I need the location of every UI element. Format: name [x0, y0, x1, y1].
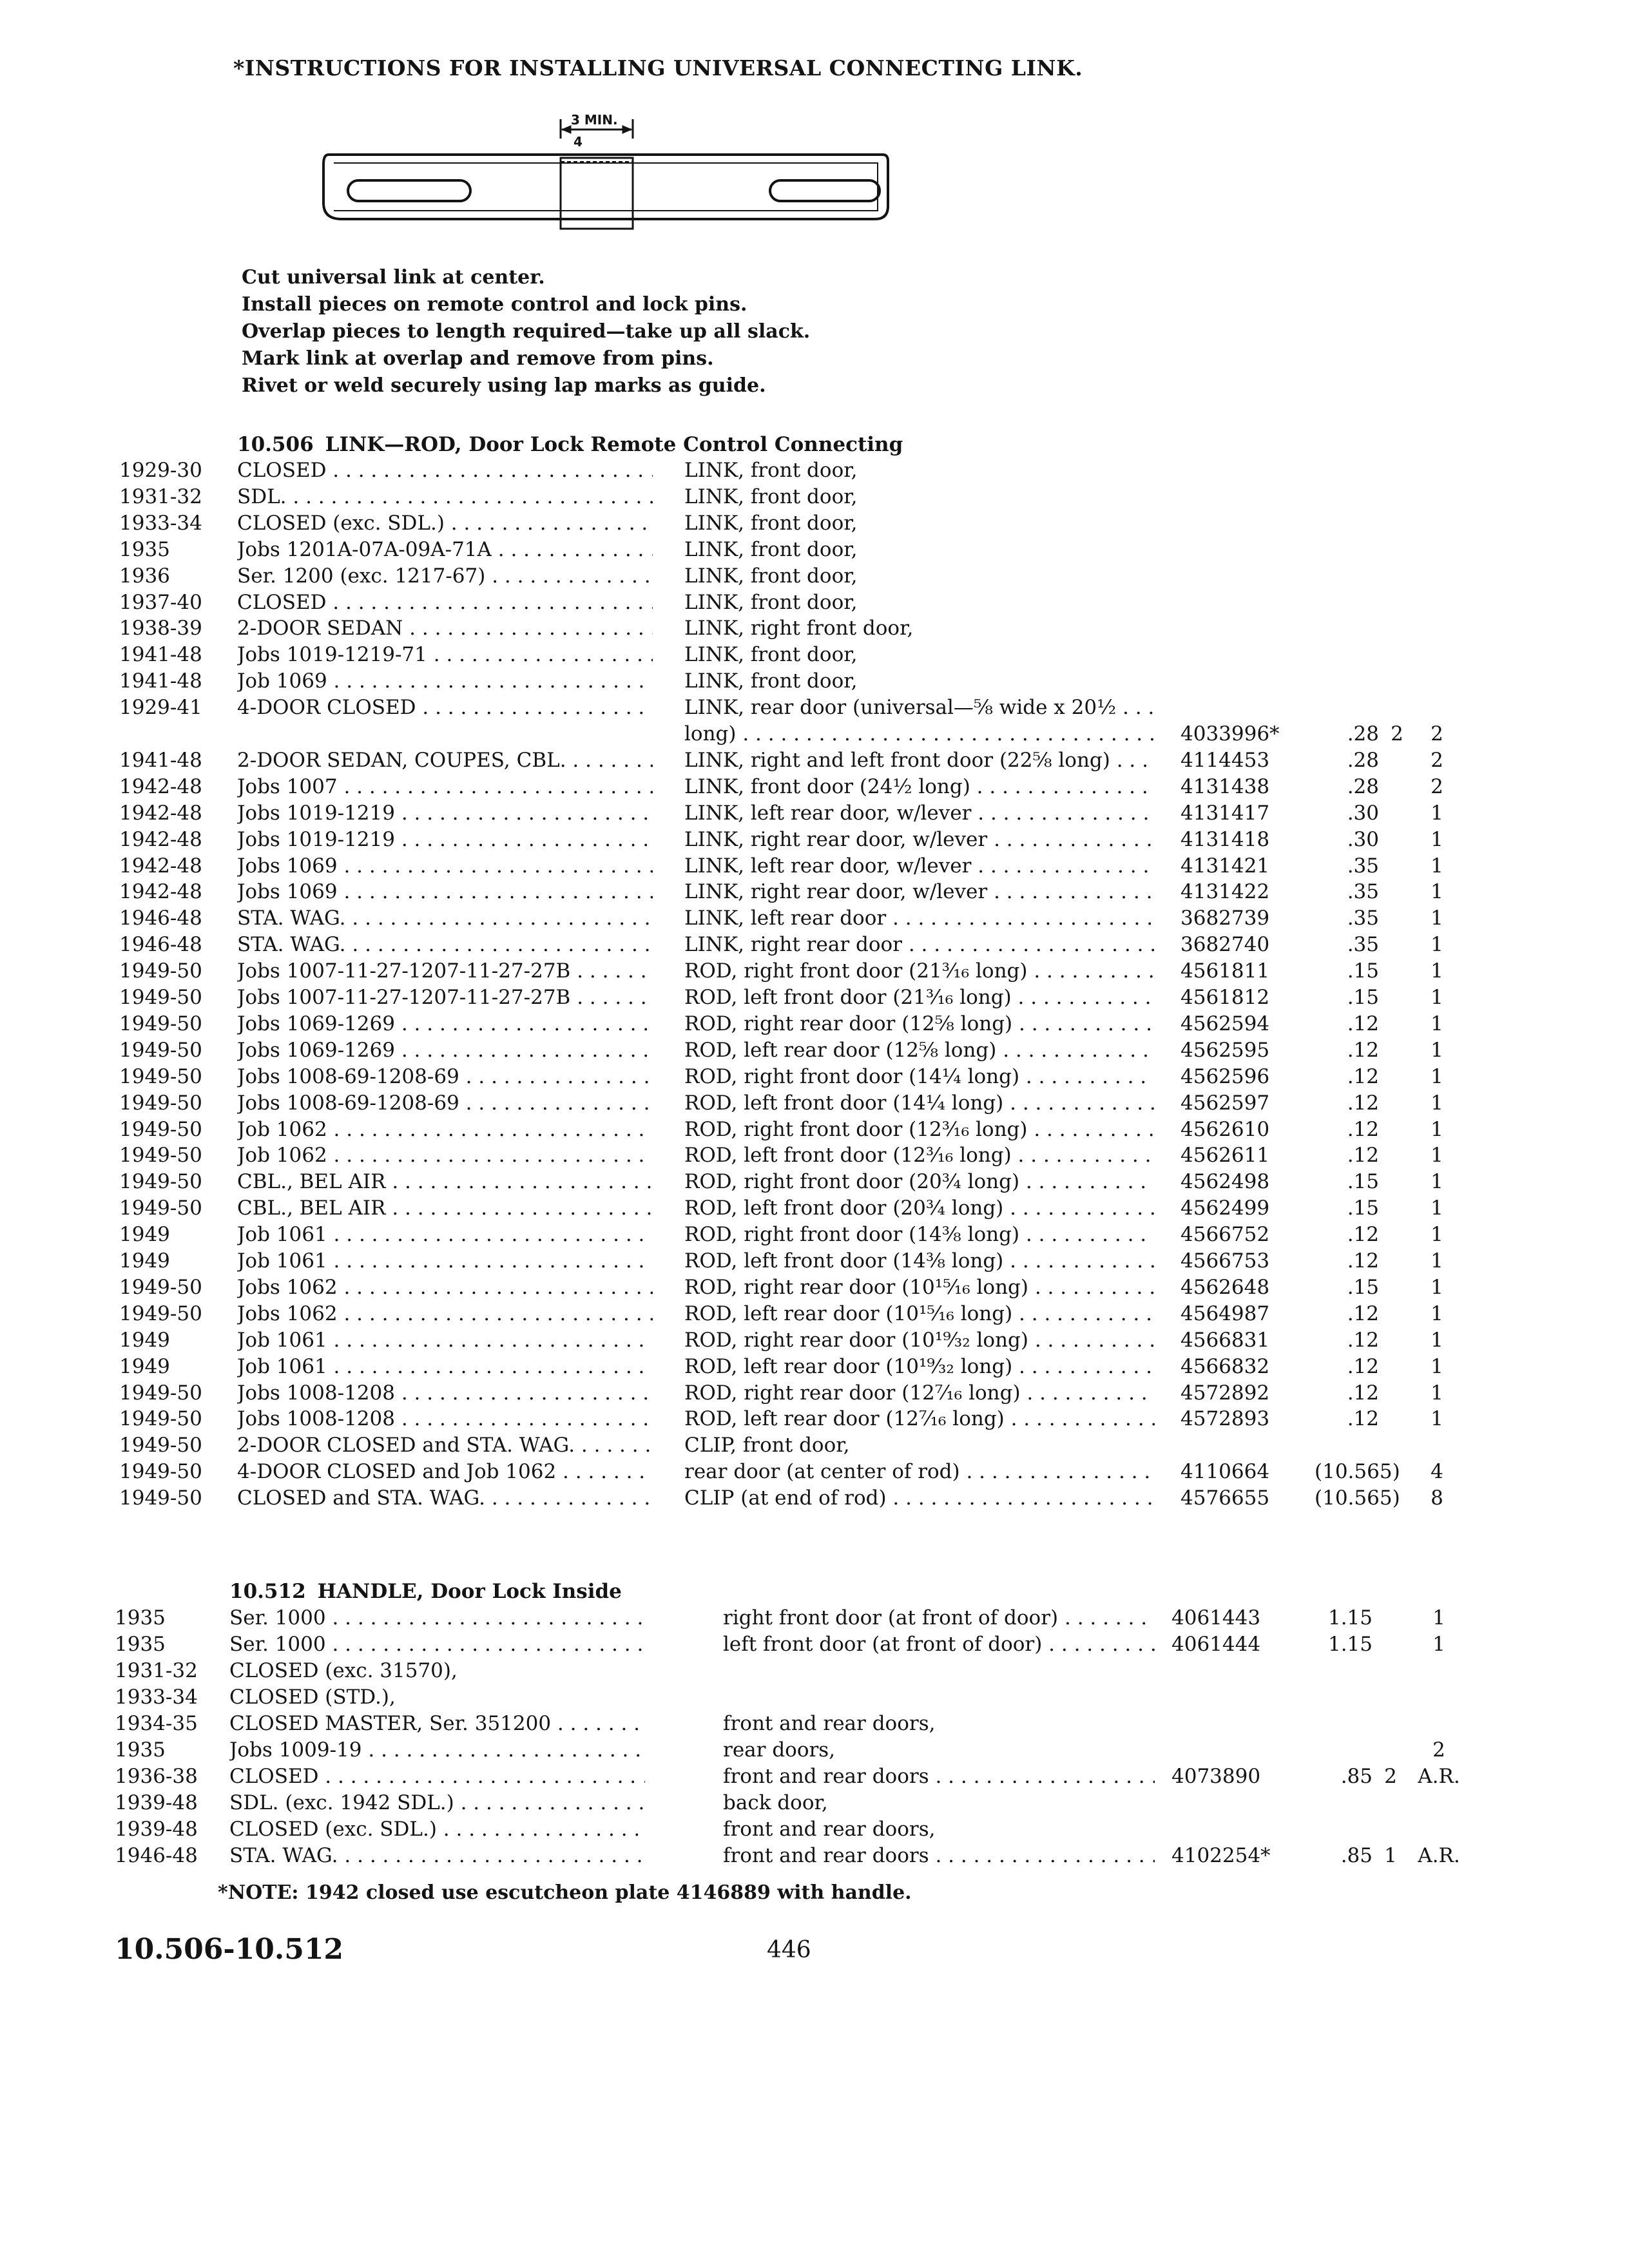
row-description: ROD, right front door (21³⁄₁₆ long) . . . [684, 959, 1155, 983]
row-year: 1949-50 [119, 1407, 202, 1431]
row-description: ROD, right rear door (10¹⁵⁄₁₆ long) . . . [684, 1276, 1155, 1299]
row-qty-b: 1 [1431, 1354, 1443, 1378]
row-model: Ser. 1000 . . . [229, 1606, 645, 1629]
row-price: (10.565) [1315, 1486, 1400, 1510]
row-year: 1949-50 [119, 1012, 202, 1035]
row-part-number: 4061443 [1171, 1606, 1261, 1629]
row-qty-a: 2 [1384, 1765, 1397, 1788]
row-year: 1949 [119, 1249, 170, 1273]
row-description: LINK, front door, [684, 669, 858, 693]
row-qty-b: 1 [1431, 1117, 1443, 1141]
row-price: .28 [1347, 774, 1379, 798]
row-description: ROD, right rear door (10¹⁹⁄₃₂ long) . . . [684, 1329, 1155, 1352]
row-price: 1.15 [1327, 1606, 1373, 1629]
instruction-list [242, 264, 810, 399]
row-model: CLOSED . . . [237, 591, 653, 614]
row-year: 1942-48 [119, 801, 202, 825]
row-year: 1949-50 [119, 1302, 202, 1325]
row-description: back door, [723, 1791, 828, 1814]
row-model: SDL. . . . [237, 485, 653, 508]
row-year: 1941-48 [119, 643, 202, 667]
row-qty-b: 1 [1431, 1381, 1443, 1405]
row-description: LINK, front door, [684, 485, 858, 508]
row-description: ROD, left rear door (12⅝ long) . . . [684, 1039, 1155, 1062]
row-part-number: 4562499 [1181, 1196, 1270, 1220]
row-part-number: 4114453 [1181, 748, 1270, 772]
row-qty-b: 1 [1431, 986, 1443, 1009]
row-qty-b: 4 [1431, 1460, 1443, 1484]
row-price: .15 [1347, 986, 1379, 1009]
row-year: 1949-50 [119, 1460, 202, 1484]
row-year: 1942-48 [119, 854, 202, 878]
row-part-number: 4576655 [1181, 1486, 1270, 1510]
row-price: .12 [1347, 1038, 1379, 1062]
row-price: .35 [1347, 933, 1379, 957]
row-description: LINK, front door, [684, 643, 858, 667]
row-description: ROD, right front door (14¼ long) . . . [684, 1065, 1155, 1088]
row-part-number: 4131418 [1181, 827, 1270, 851]
row-model: Job 1062 . . . [237, 1118, 653, 1141]
row-model: Jobs 1008-1208 . . . [237, 1381, 653, 1405]
row-model: 4-DOOR CLOSED . . . [237, 696, 653, 719]
row-qty-b: 1 [1432, 1606, 1445, 1629]
row-price: .15 [1347, 959, 1379, 983]
row-part-number: 4566832 [1181, 1354, 1270, 1378]
row-model: CLOSED . . . [237, 459, 653, 482]
row-qty-b: 1 [1431, 880, 1443, 904]
row-price: .30 [1347, 801, 1379, 825]
row-model: Jobs 1007-11-27-1207-11-27-27B . . . [237, 959, 653, 983]
row-price: .15 [1347, 1196, 1379, 1220]
row-qty-b: 8 [1431, 1486, 1443, 1510]
row-description: ROD, left rear door (10¹⁹⁄₃₂ long) . . . [684, 1355, 1155, 1378]
row-part-number: 4073890 [1171, 1765, 1261, 1788]
row-qty-b: 1 [1431, 1407, 1443, 1431]
row-model: Jobs 1007 . . . [237, 775, 653, 798]
row-model: Job 1061 . . . [237, 1329, 653, 1352]
instruction-step: Mark link at overlap and remove from pins. [242, 347, 714, 370]
section-number: 10.506 [237, 433, 314, 456]
row-model: Jobs 1019-1219 . . . [237, 802, 653, 825]
row-year: 1949-50 [119, 1144, 202, 1168]
row-year: 1946-48 [119, 933, 202, 957]
row-description: CLIP, front door, [684, 1434, 850, 1457]
row-qty-b: 1 [1431, 1091, 1443, 1115]
row-price: .12 [1347, 1381, 1379, 1405]
row-description: left front door (at front of door) . . . [723, 1633, 1155, 1656]
footer-section-range: 10.506-10.512 [115, 1933, 344, 1966]
row-description: ROD, right front door (14⅜ long) . . . [684, 1223, 1155, 1246]
row-qty-b: 1 [1431, 933, 1443, 957]
row-part-number: 4566831 [1181, 1328, 1270, 1352]
row-year: 1938-39 [119, 617, 202, 640]
row-part-number: 4561812 [1181, 986, 1270, 1009]
row-part-number: 3682740 [1181, 933, 1270, 957]
row-price: .85 [1340, 1844, 1373, 1867]
section-name: LINK—ROD, Door Lock Remote Control Connecting [325, 433, 903, 456]
row-price: .30 [1347, 827, 1379, 851]
instruction-step: Rivet or weld securely using lap marks as guide. [242, 374, 766, 397]
section-name: HANDLE, Door Lock Inside [317, 1580, 622, 1603]
row-description: LINK, right front door, [684, 617, 914, 640]
row-model: Jobs 1201A-07A-09A-71A . . . [237, 538, 653, 561]
row-year: 1949-50 [119, 1091, 202, 1115]
row-price: .35 [1347, 854, 1379, 878]
row-year: 1939-48 [115, 1791, 198, 1814]
row-year: 1935 [115, 1633, 166, 1656]
row-part-number: 4562648 [1181, 1275, 1270, 1299]
row-model: Jobs 1062 . . . [237, 1302, 653, 1325]
row-description: rear doors, [723, 1738, 836, 1762]
row-part-number: 4566752 [1181, 1223, 1270, 1247]
row-description: front and rear doors, [723, 1818, 936, 1841]
row-description: ROD, left front door (14¼ long) . . . [684, 1091, 1155, 1115]
row-part-number: 4566753 [1181, 1249, 1270, 1273]
row-model: 2-DOOR SEDAN, COUPES, CBL. . . . [237, 749, 653, 772]
row-price: .12 [1347, 1144, 1379, 1168]
row-model: Jobs 1008-69-1208-69 . . . [237, 1091, 653, 1115]
page-number: 446 [767, 1937, 811, 1963]
row-description: LINK, front door, [684, 511, 858, 535]
row-part-number: 4562498 [1181, 1170, 1270, 1194]
row-model: Jobs 1062 . . . [237, 1276, 653, 1299]
instruction-step: Overlap pieces to length required—take up all slack. [242, 320, 811, 343]
row-model: CBL., BEL AIR . . . [237, 1196, 653, 1220]
dimension-label-bottom: 4 [574, 134, 583, 149]
row-description: front and rear doors, [723, 1712, 936, 1735]
row-year: 1936-38 [115, 1765, 198, 1788]
row-qty-b: 1 [1431, 1038, 1443, 1062]
row-price: .12 [1347, 1117, 1379, 1141]
row-model: Job 1061 . . . [237, 1223, 653, 1246]
row-part-number: 4131421 [1181, 854, 1270, 878]
row-year: 1929-30 [119, 459, 202, 482]
row-qty-b: A.R. [1418, 1844, 1460, 1867]
row-year: 1949-50 [119, 959, 202, 983]
row-description: ROD, right front door (20¾ long) . . . [684, 1170, 1155, 1193]
row-part-number: 4102254* [1171, 1844, 1271, 1867]
row-part-number: 4110664 [1181, 1460, 1270, 1484]
row-qty-b: 2 [1431, 722, 1443, 745]
row-description: LINK, front door, [684, 537, 858, 561]
section-title-10-506 [237, 433, 903, 456]
row-qty-b: 1 [1431, 959, 1443, 983]
row-year: 1946-48 [119, 907, 202, 930]
row-price: .12 [1347, 1064, 1379, 1088]
row-description: ROD, left front door (14⅜ long) . . . [684, 1249, 1155, 1273]
row-qty-b: 1 [1431, 1144, 1443, 1168]
row-year: 1946-48 [115, 1844, 198, 1867]
row-description: front and rear doors . . . [723, 1844, 1155, 1867]
dimension-label-top: 3 MIN. [571, 113, 618, 128]
row-qty-b: 1 [1431, 1328, 1443, 1352]
row-model: Job 1069 . . . [237, 669, 653, 693]
row-description: LINK, front door, [684, 564, 858, 588]
row-part-number: 4561811 [1181, 959, 1270, 983]
instructions-heading: *INSTRUCTIONS FOR INSTALLING UNIVERSAL CONNECTING LINK. [233, 55, 1083, 81]
row-year: 1942-48 [119, 880, 202, 904]
row-year: 1936 [119, 564, 170, 588]
row-model: Ser. 1200 (exc. 1217-67) . . . [237, 564, 653, 588]
row-model: STA. WAG. . . . [237, 907, 653, 930]
row-description: LINK, left rear door . . . [684, 907, 1155, 930]
row-model: STA. WAG. . . . [237, 933, 653, 956]
row-model: 4-DOOR CLOSED and Job 1062 . . . [237, 1460, 653, 1483]
row-year: 1941-48 [119, 669, 202, 693]
row-price: .15 [1347, 1170, 1379, 1194]
row-qty-b: A.R. [1418, 1765, 1460, 1788]
row-description: right front door (at front of door) . . . [723, 1606, 1155, 1629]
row-model: Jobs 1069-1269 . . . [237, 1012, 653, 1035]
row-description: LINK, right rear door, w/lever . . . [684, 828, 1155, 851]
row-year: 1933-34 [119, 511, 202, 535]
row-description: LINK, front door (24½ long) . . . [684, 775, 1155, 798]
row-price: .35 [1347, 907, 1379, 930]
row-year: 1935 [115, 1738, 166, 1762]
row-qty-b: 1 [1431, 1064, 1443, 1088]
row-description: LINK, front door, [684, 459, 858, 482]
row-description: LINK, right and left front door (22⅝ long) . . . [684, 749, 1155, 772]
row-description: front and rear doors . . . [723, 1765, 1155, 1788]
row-part-number: 4033996* [1181, 722, 1280, 745]
row-price: .12 [1347, 1302, 1379, 1325]
row-year: 1949-50 [119, 1381, 202, 1405]
row-year: 1949-50 [119, 1064, 202, 1088]
row-model: Jobs 1069 . . . [237, 854, 653, 878]
row-part-number: 4564987 [1181, 1302, 1270, 1325]
row-price: .15 [1347, 1275, 1379, 1299]
row-part-number: 4572892 [1181, 1381, 1270, 1405]
row-year: 1931-32 [119, 485, 202, 508]
row-model: Job 1061 . . . [237, 1355, 653, 1378]
row-qty-b: 1 [1431, 1196, 1443, 1220]
row-model: Jobs 1069 . . . [237, 880, 653, 903]
row-description: CLIP (at end of rod) . . . [684, 1486, 1155, 1510]
row-price: .12 [1347, 1328, 1379, 1352]
row-model: 2-DOOR CLOSED and STA. WAG. . . . [237, 1434, 653, 1457]
row-price: .35 [1347, 880, 1379, 904]
row-year: 1949-50 [119, 1038, 202, 1062]
row-qty-a: 1 [1384, 1844, 1397, 1867]
row-model: Jobs 1019-1219 . . . [237, 828, 653, 851]
row-part-number: 4562596 [1181, 1064, 1270, 1088]
row-qty-b: 1 [1431, 1170, 1443, 1194]
row-description: ROD, left front door (21³⁄₁₆ long) . . . [684, 986, 1155, 1009]
section-title-10-512 [229, 1580, 622, 1603]
row-year: 1931-32 [115, 1659, 198, 1682]
row-year: 1929-41 [119, 696, 202, 720]
row-model: Jobs 1007-11-27-1207-11-27-27B . . . [237, 986, 653, 1009]
row-year: 1934-35 [115, 1712, 198, 1735]
row-qty-b: 1 [1431, 854, 1443, 878]
section-number: 10.512 [229, 1580, 306, 1603]
row-year: 1941-48 [119, 748, 202, 772]
universal-link-diagram [316, 113, 902, 235]
row-price: .12 [1347, 1249, 1379, 1273]
footnote: *NOTE: 1942 closed use escutcheon plate 4146889 with handle. [218, 1881, 912, 1904]
row-part-number: 4562610 [1181, 1117, 1270, 1141]
row-description: ROD, right rear door (12⅝ long) . . . [684, 1012, 1155, 1035]
row-description: ROD, right rear door (12⁷⁄₁₆ long) . . . [684, 1381, 1155, 1405]
row-description: LINK, rear door (universal—⅝ wide x 20½ . . . [684, 696, 1155, 719]
row-model: CLOSED (STD.), [229, 1686, 396, 1709]
row-description: LINK, front door, [684, 590, 858, 614]
row-year: 1949-50 [119, 1117, 202, 1141]
row-price: (10.565) [1315, 1460, 1400, 1484]
row-qty-b: 1 [1431, 1275, 1443, 1299]
row-year: 1949-50 [119, 986, 202, 1009]
row-model: SDL. (exc. 1942 SDL.) . . . [229, 1791, 645, 1814]
row-year: 1933-34 [115, 1686, 198, 1709]
row-part-number: 3682739 [1181, 907, 1270, 930]
row-description: ROD, left rear door (12⁷⁄₁₆ long) . . . [684, 1407, 1155, 1430]
row-price: .85 [1340, 1765, 1373, 1788]
row-part-number: 4562594 [1181, 1012, 1270, 1035]
row-model: STA. WAG. . . . [229, 1844, 645, 1867]
row-qty-b: 1 [1431, 1012, 1443, 1035]
row-year: 1939-48 [115, 1818, 198, 1841]
row-model: Jobs 1069-1269 . . . [237, 1039, 653, 1062]
row-model: CLOSED (exc. 31570), [229, 1659, 458, 1682]
row-qty-b: 1 [1431, 827, 1443, 851]
row-description: ROD, left rear door (10¹⁵⁄₁₆ long) . . . [684, 1302, 1155, 1325]
row-price: .12 [1347, 1223, 1379, 1247]
row-qty-b: 1 [1431, 1302, 1443, 1325]
row-year: 1949-50 [119, 1275, 202, 1299]
row-description: rear door (at center of rod) . . . [684, 1460, 1155, 1483]
row-year: 1949-50 [119, 1434, 202, 1457]
row-qty-b: 1 [1431, 1223, 1443, 1247]
row-qty-b: 2 [1432, 1738, 1445, 1762]
row-year: 1935 [119, 537, 170, 561]
row-year: 1949 [119, 1354, 170, 1378]
row-part-number: 4562595 [1181, 1038, 1270, 1062]
row-price: .28 [1347, 722, 1379, 745]
row-qty-b: 1 [1431, 1249, 1443, 1273]
row-qty-b: 1 [1431, 907, 1443, 930]
row-qty-b: 2 [1431, 748, 1443, 772]
row-model: CLOSED (exc. SDL.) . . . [229, 1818, 645, 1841]
row-price: .12 [1347, 1407, 1379, 1431]
row-year: 1949-50 [119, 1170, 202, 1194]
row-part-number: 4061444 [1171, 1633, 1261, 1656]
row-part-number: 4131417 [1181, 801, 1270, 825]
row-year: 1935 [115, 1606, 166, 1629]
row-price: .12 [1347, 1354, 1379, 1378]
row-description: LINK, left rear door, w/lever . . . [684, 802, 1155, 825]
row-year: 1949 [119, 1223, 170, 1247]
row-part-number: 4131422 [1181, 880, 1270, 904]
row-year: 1949-50 [119, 1196, 202, 1220]
row-description: ROD, right front door (12³⁄₁₆ long) . . . [684, 1118, 1155, 1141]
row-part-number: 4572893 [1181, 1407, 1270, 1431]
row-price: 1.15 [1327, 1633, 1373, 1656]
instruction-step: Cut universal link at center. [242, 266, 545, 289]
row-model: CLOSED (exc. SDL.) . . . [237, 512, 653, 535]
row-part-number: 4562597 [1181, 1091, 1270, 1115]
row-price: .28 [1347, 748, 1379, 772]
row-qty-a: 2 [1391, 722, 1403, 745]
row-price: .12 [1347, 1012, 1379, 1035]
row-qty-b: 1 [1432, 1633, 1445, 1656]
row-year: 1949 [119, 1328, 170, 1352]
row-model: Jobs 1008-1208 . . . [237, 1407, 653, 1430]
row-model: Jobs 1019-1219-71 . . . [237, 643, 653, 666]
row-model: CLOSED MASTER, Ser. 351200 . . . [229, 1712, 645, 1735]
instruction-step: Install pieces on remote control and lock pins. [242, 293, 747, 316]
row-description: long) . . . [684, 722, 1155, 745]
row-qty-b: 1 [1431, 801, 1443, 825]
row-year: 1937-40 [119, 590, 202, 614]
row-model: 2-DOOR SEDAN . . . [237, 617, 653, 640]
row-description: ROD, left front door (12³⁄₁₆ long) . . . [684, 1144, 1155, 1167]
row-qty-b: 2 [1431, 774, 1443, 798]
row-year: 1942-48 [119, 774, 202, 798]
row-part-number: 4131438 [1181, 774, 1270, 798]
row-description: LINK, right rear door, w/lever . . . [684, 880, 1155, 903]
row-model: Jobs 1009-19 . . . [229, 1738, 645, 1762]
row-model: CLOSED and STA. WAG. . . . [237, 1486, 653, 1510]
row-model: Job 1062 . . . [237, 1144, 653, 1167]
row-price: .12 [1347, 1091, 1379, 1115]
row-description: LINK, right rear door . . . [684, 933, 1155, 956]
row-model: Ser. 1000 . . . [229, 1633, 645, 1656]
row-model: CBL., BEL AIR . . . [237, 1170, 653, 1193]
row-description: ROD, left front door (20¾ long) . . . [684, 1196, 1155, 1220]
row-year: 1942-48 [119, 827, 202, 851]
row-model: Job 1061 . . . [237, 1249, 653, 1273]
row-part-number: 4562611 [1181, 1144, 1270, 1168]
row-model: Jobs 1008-69-1208-69 . . . [237, 1065, 653, 1088]
row-year: 1949-50 [119, 1486, 202, 1510]
row-model: CLOSED . . . [229, 1765, 645, 1788]
row-description: LINK, left rear door, w/lever . . . [684, 854, 1155, 878]
